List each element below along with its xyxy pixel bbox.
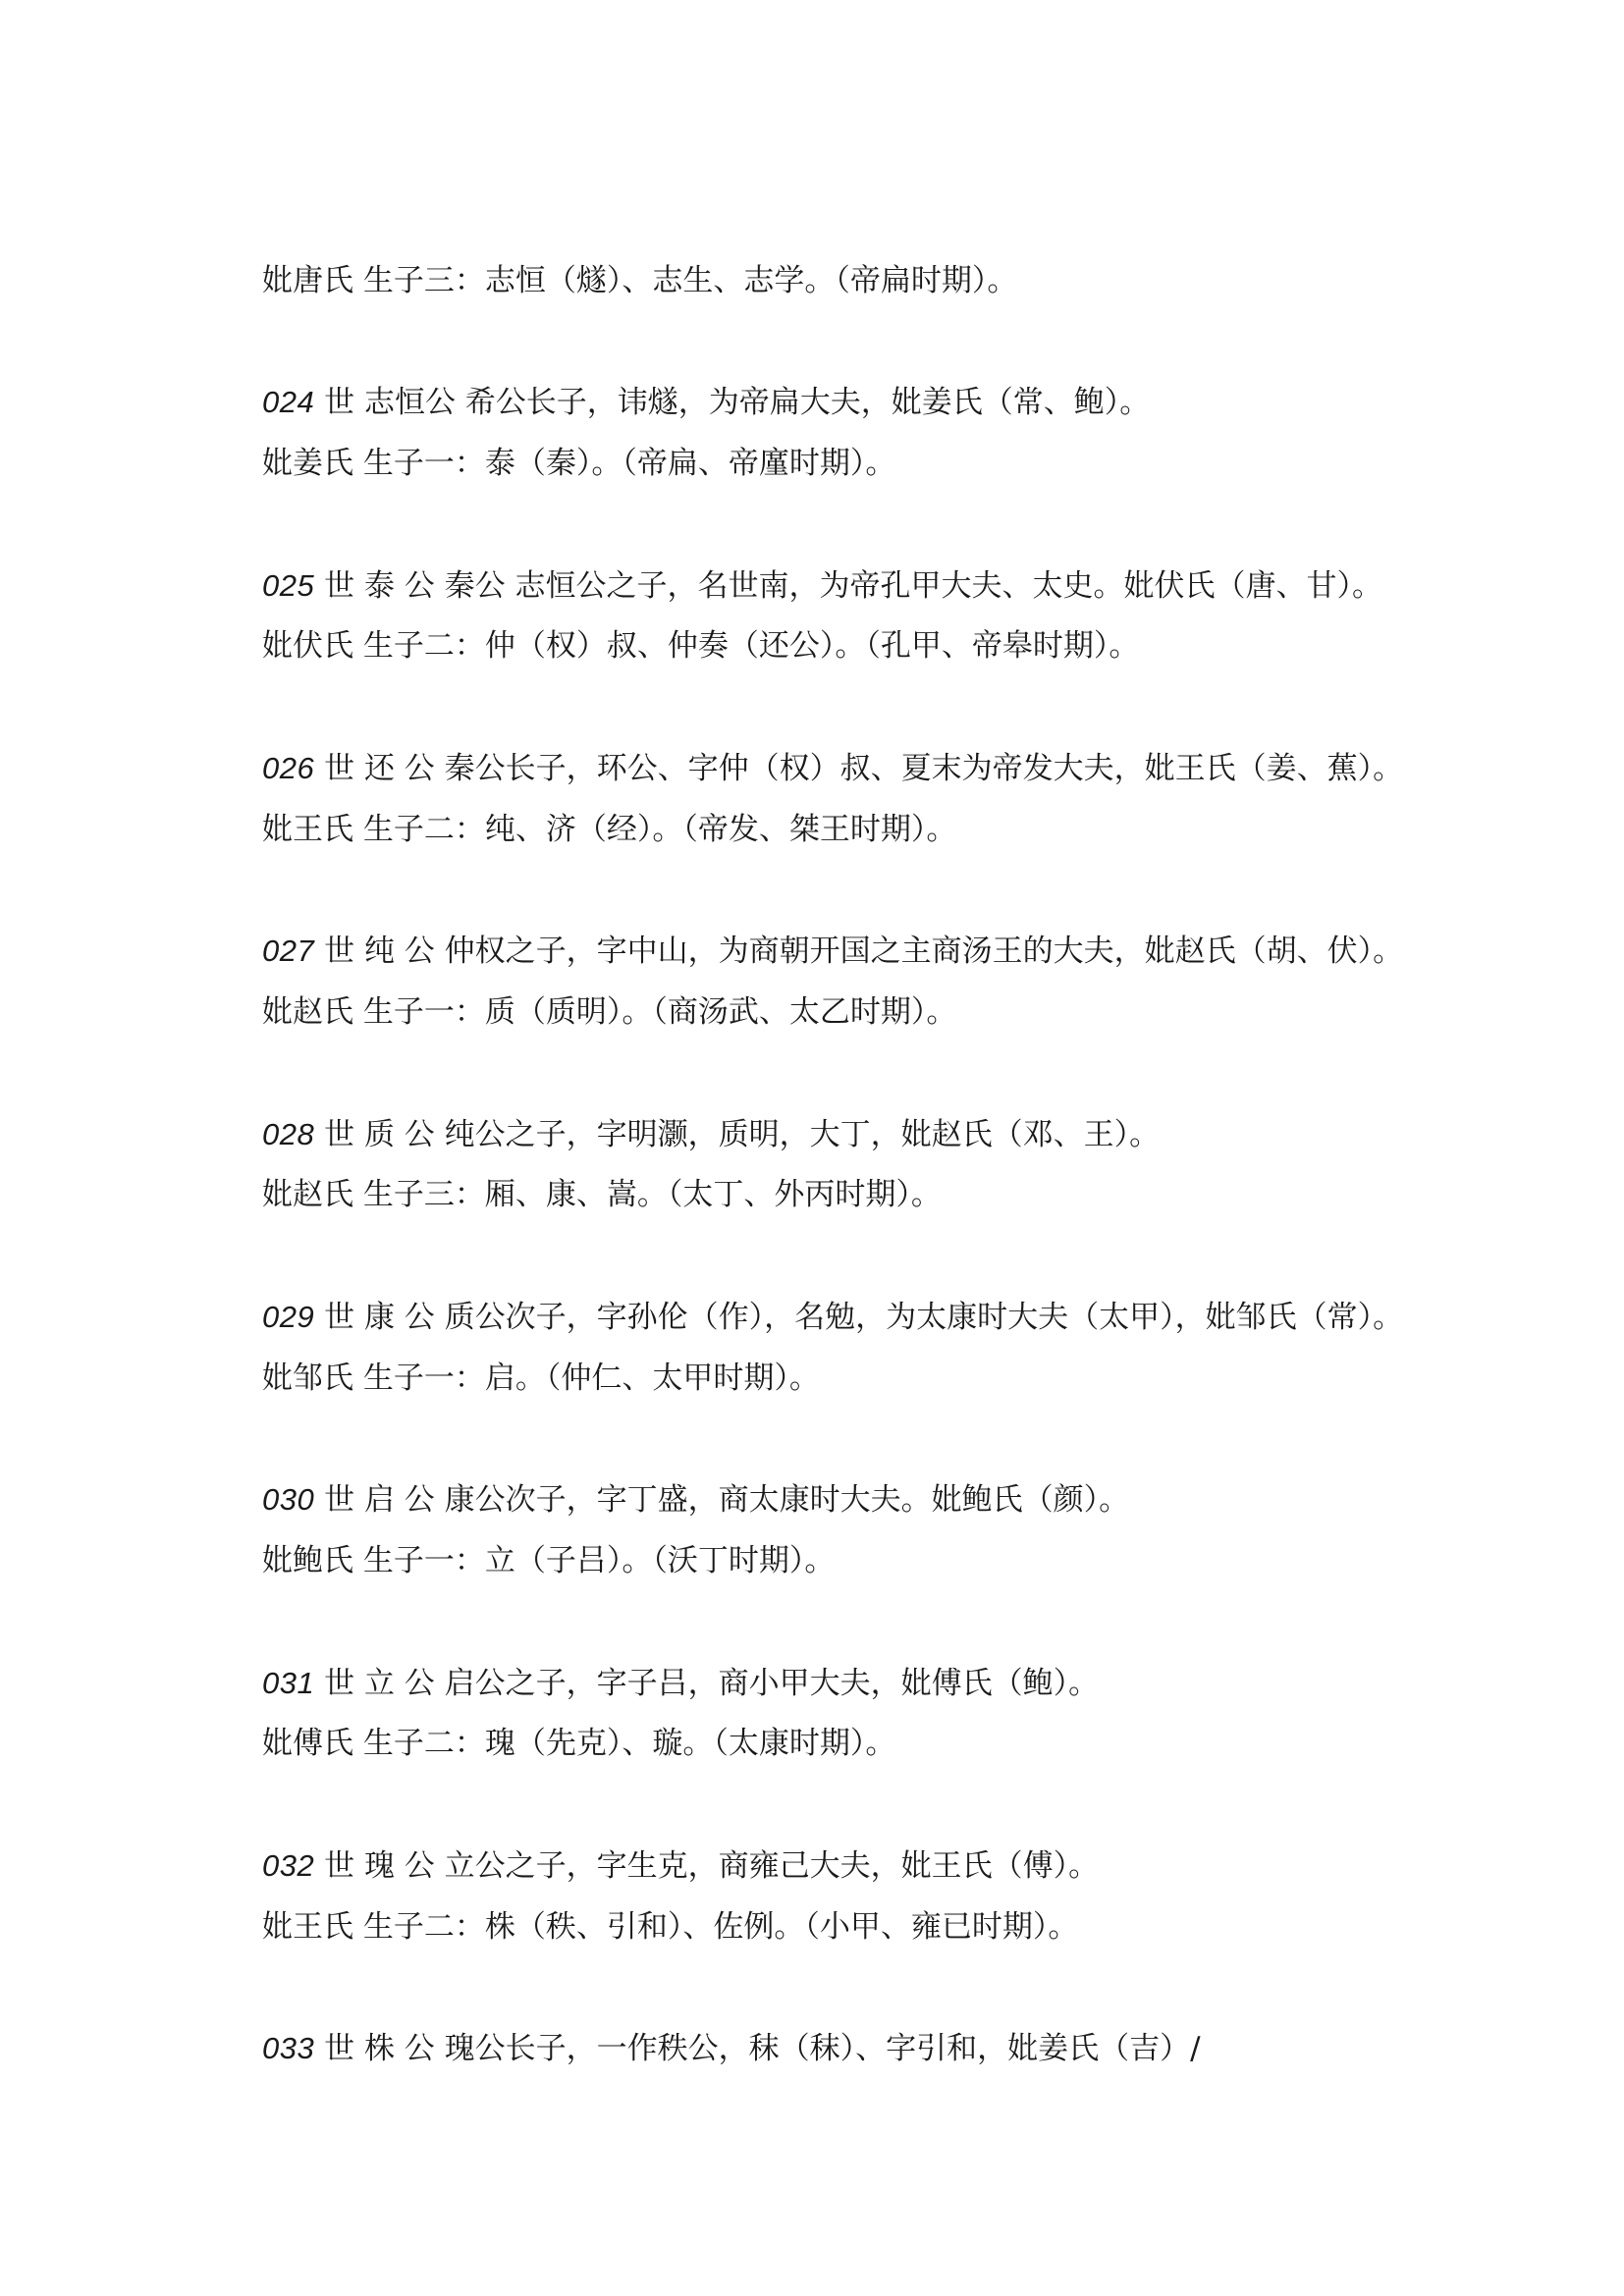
- line-01: 024 世 志恒公 希公长子，讳燧，为帝扁大夫，妣姜氏（常、鲍）。: [262, 385, 1151, 420]
- line-03: 025 世 泰 公 秦公 志恒公之子，名世南，为帝孔甲大夫、太史。妣伏氏（唐、甘）。: [262, 568, 1383, 604]
- line-08: 妣赵氏 生子一：质（质明）。（商汤武、太乙时期）。: [262, 994, 957, 1030]
- line-10: 妣赵氏 生子三：厢、康、嵩。（太丁、外丙时期）。: [262, 1177, 942, 1212]
- line-00: 妣唐氏 生子三：志恒（燧）、志生、志学。（帝扁时期）。: [262, 263, 1018, 298]
- line-06: 妣王氏 生子二：纯、济（经）。（帝发、桀王时期）。: [262, 812, 957, 847]
- line-15: 031 世 立 公 启公之子，字子吕，商小甲大夫，妣傅氏（鲍）。: [262, 1666, 1100, 1701]
- line-05: 026 世 还 公 秦公长子，环公、字仲（权）叔、夏末为帝发大夫，妣王氏（姜、蕉）。: [262, 751, 1404, 786]
- line-18: 妣王氏 生子二：株（秩、引和）、佐例。（小甲、雍已时期）。: [262, 1909, 1079, 1945]
- line-04: 妣伏氏 生子二：仲（权）叔、仲奏（还公）。（孔甲、帝皋时期）。: [262, 628, 1140, 664]
- line-12: 妣邹氏 生子一：启。（仲仁、太甲时期）。: [262, 1361, 820, 1396]
- line-02: 妣姜氏 生子一：泰（秦）。（帝扁、帝廑时期）。: [262, 446, 896, 481]
- line-09: 028 世 质 公 纯公之子，字明灏，质明，大丁，妣赵氏（邓、王）。: [262, 1117, 1161, 1152]
- line-16: 妣傅氏 生子二：瑰（先克）、璇。（太康时期）。: [262, 1726, 896, 1761]
- line-13: 030 世 启 公 康公次子，字丁盛，商太康时大夫。妣鲍氏（颜）。: [262, 1482, 1130, 1518]
- line-14: 妣鲍氏 生子一：立（子吕）。（沃丁时期）。: [262, 1543, 836, 1578]
- line-17: 032 世 瑰 公 立公之子，字生克，商雍己大夫，妣王氏（傅）。: [262, 1848, 1100, 1884]
- line-07: 027 世 纯 公 仲权之子，字中山，为商朝开国之主商汤王的大夫，妣赵氏（胡、伏）。: [262, 934, 1404, 969]
- line-19: 033 世 株 公 瑰公长子，一作秩公，秣（秣）、字引和，妣姜氏（吉）/: [262, 2031, 1201, 2066]
- line-11: 029 世 康 公 质公次子，字孙伦（作），名勉，为太康时大夫（太甲），妣邹氏（常）。: [262, 1300, 1404, 1335]
